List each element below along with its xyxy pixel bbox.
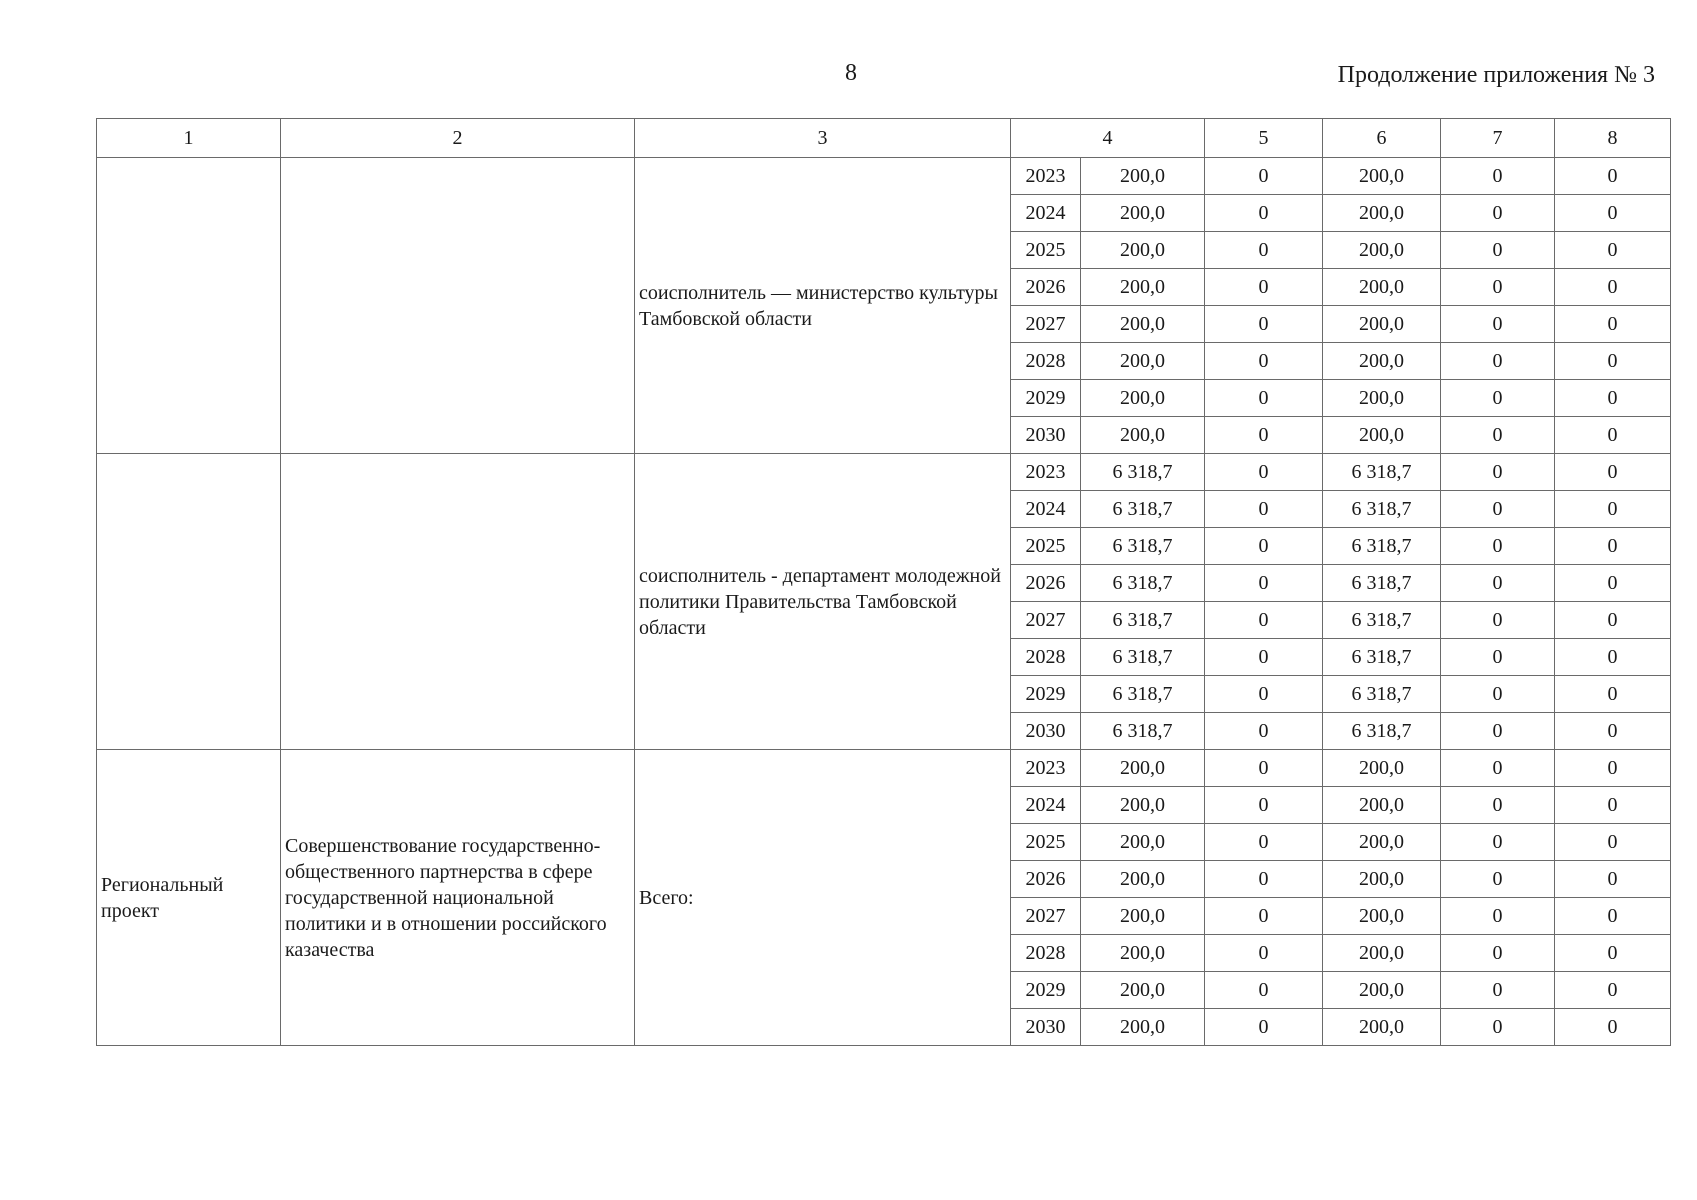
amount-col6-cell: 200,0: [1323, 195, 1441, 232]
amount-col5-cell: 0: [1205, 972, 1323, 1009]
year-cell: 2029: [1011, 380, 1081, 417]
amount-total-cell: 200,0: [1081, 750, 1205, 787]
amount-col8-cell: 0: [1555, 195, 1671, 232]
amount-col7-cell: 0: [1441, 158, 1555, 195]
year-cell: 2025: [1011, 232, 1081, 269]
amount-col6-cell: 6 318,7: [1323, 491, 1441, 528]
amount-total-cell: 200,0: [1081, 158, 1205, 195]
amount-col8-cell: 0: [1555, 861, 1671, 898]
year-cell: 2024: [1011, 195, 1081, 232]
amount-col7-cell: 0: [1441, 491, 1555, 528]
year-cell: 2025: [1011, 824, 1081, 861]
year-cell: 2027: [1011, 898, 1081, 935]
header-row: [97, 119, 1671, 158]
header-col-7: 7: [1441, 119, 1555, 158]
amount-col7-cell: 0: [1441, 454, 1555, 491]
amount-col5-cell: 0: [1205, 676, 1323, 713]
amount-total-cell: 200,0: [1081, 232, 1205, 269]
amount-col8-cell: 0: [1555, 1009, 1671, 1046]
amount-col7-cell: 0: [1441, 676, 1555, 713]
amount-col8-cell: 0: [1555, 824, 1671, 861]
amount-col5-cell: 0: [1205, 232, 1323, 269]
year-cell: 2026: [1011, 565, 1081, 602]
table-row: [97, 750, 1671, 787]
amount-col6-cell: 200,0: [1323, 1009, 1441, 1046]
amount-col8-cell: 0: [1555, 972, 1671, 1009]
amount-total-cell: 200,0: [1081, 269, 1205, 306]
amount-col7-cell: 0: [1441, 306, 1555, 343]
amount-col5-cell: 0: [1205, 898, 1323, 935]
amount-col8-cell: 0: [1555, 158, 1671, 195]
amount-col6-cell: 200,0: [1323, 417, 1441, 454]
amount-total-cell: 6 318,7: [1081, 676, 1205, 713]
executor-cell: соисполнитель — министерство культуры Тамбовской области: [635, 158, 1011, 454]
amount-total-cell: 200,0: [1081, 417, 1205, 454]
amount-total-cell: 200,0: [1081, 380, 1205, 417]
year-cell: 2030: [1011, 713, 1081, 750]
amount-col5-cell: 0: [1205, 158, 1323, 195]
amount-total-cell: 6 318,7: [1081, 528, 1205, 565]
amount-col8-cell: 0: [1555, 306, 1671, 343]
amount-col5-cell: 0: [1205, 1009, 1323, 1046]
row-type-cell: [97, 454, 281, 750]
amount-total-cell: 200,0: [1081, 898, 1205, 935]
header-col-6: 6: [1323, 119, 1441, 158]
amount-col8-cell: 0: [1555, 491, 1671, 528]
year-cell: 2024: [1011, 787, 1081, 824]
year-cell: 2026: [1011, 269, 1081, 306]
amount-col5-cell: 0: [1205, 195, 1323, 232]
amount-total-cell: 200,0: [1081, 343, 1205, 380]
amount-col5-cell: 0: [1205, 269, 1323, 306]
amount-col8-cell: 0: [1555, 269, 1671, 306]
amount-col8-cell: 0: [1555, 787, 1671, 824]
amount-col5-cell: 0: [1205, 454, 1323, 491]
amount-col7-cell: 0: [1441, 269, 1555, 306]
amount-total-cell: 200,0: [1081, 195, 1205, 232]
executor-cell: соисполнитель - департамент молодежной политики Правительства Тамбовской области: [635, 454, 1011, 750]
amount-total-cell: 6 318,7: [1081, 454, 1205, 491]
year-cell: 2030: [1011, 417, 1081, 454]
amount-col7-cell: 0: [1441, 861, 1555, 898]
amount-col6-cell: 200,0: [1323, 269, 1441, 306]
amount-total-cell: 6 318,7: [1081, 565, 1205, 602]
header-col-3: 3: [635, 119, 1011, 158]
executor-cell: Всего:: [635, 750, 1011, 1046]
amount-col8-cell: 0: [1555, 935, 1671, 972]
amount-col8-cell: 0: [1555, 454, 1671, 491]
amount-col5-cell: 0: [1205, 639, 1323, 676]
amount-col6-cell: 200,0: [1323, 898, 1441, 935]
amount-col6-cell: 200,0: [1323, 972, 1441, 1009]
amount-total-cell: 200,0: [1081, 787, 1205, 824]
amount-col5-cell: 0: [1205, 491, 1323, 528]
amount-col6-cell: 200,0: [1323, 306, 1441, 343]
year-cell: 2028: [1011, 935, 1081, 972]
amount-col5-cell: 0: [1205, 565, 1323, 602]
amount-col7-cell: 0: [1441, 417, 1555, 454]
amount-col8-cell: 0: [1555, 343, 1671, 380]
table-row: [97, 454, 1671, 491]
amount-col7-cell: 0: [1441, 787, 1555, 824]
description-cell: [281, 158, 635, 454]
year-cell: 2028: [1011, 343, 1081, 380]
amount-col6-cell: 200,0: [1323, 380, 1441, 417]
amount-total-cell: 200,0: [1081, 861, 1205, 898]
amount-total-cell: 200,0: [1081, 824, 1205, 861]
year-cell: 2025: [1011, 528, 1081, 565]
amount-col7-cell: 0: [1441, 528, 1555, 565]
header-col-2: 2: [281, 119, 635, 158]
year-cell: 2023: [1011, 750, 1081, 787]
amount-col6-cell: 200,0: [1323, 750, 1441, 787]
amount-col5-cell: 0: [1205, 343, 1323, 380]
header-col-4: 4: [1011, 119, 1205, 158]
amount-col5-cell: 0: [1205, 787, 1323, 824]
amount-col5-cell: 0: [1205, 602, 1323, 639]
amount-col7-cell: 0: [1441, 935, 1555, 972]
year-cell: 2029: [1011, 676, 1081, 713]
year-cell: 2030: [1011, 1009, 1081, 1046]
amount-col5-cell: 0: [1205, 713, 1323, 750]
amount-col8-cell: 0: [1555, 602, 1671, 639]
amount-total-cell: 6 318,7: [1081, 639, 1205, 676]
table-row: [97, 158, 1671, 195]
year-cell: 2024: [1011, 491, 1081, 528]
budget-table: [96, 118, 1671, 1046]
amount-col8-cell: 0: [1555, 676, 1671, 713]
header-col-5: 5: [1205, 119, 1323, 158]
amount-col6-cell: 6 318,7: [1323, 713, 1441, 750]
amount-col6-cell: 200,0: [1323, 232, 1441, 269]
amount-col7-cell: 0: [1441, 972, 1555, 1009]
amount-col5-cell: 0: [1205, 417, 1323, 454]
year-cell: 2027: [1011, 602, 1081, 639]
row-type-cell: Региональный проект: [97, 750, 281, 1046]
year-cell: 2023: [1011, 158, 1081, 195]
amount-col6-cell: 200,0: [1323, 787, 1441, 824]
amount-col8-cell: 0: [1555, 380, 1671, 417]
description-cell: [281, 454, 635, 750]
amount-total-cell: 6 318,7: [1081, 602, 1205, 639]
amount-col6-cell: 200,0: [1323, 935, 1441, 972]
amount-col5-cell: 0: [1205, 528, 1323, 565]
amount-col7-cell: 0: [1441, 750, 1555, 787]
amount-col7-cell: 0: [1441, 898, 1555, 935]
amount-col6-cell: 6 318,7: [1323, 602, 1441, 639]
amount-col6-cell: 6 318,7: [1323, 565, 1441, 602]
amount-col5-cell: 0: [1205, 861, 1323, 898]
amount-col6-cell: 6 318,7: [1323, 528, 1441, 565]
amount-total-cell: 6 318,7: [1081, 491, 1205, 528]
amount-col8-cell: 0: [1555, 639, 1671, 676]
amount-col7-cell: 0: [1441, 639, 1555, 676]
year-cell: 2023: [1011, 454, 1081, 491]
amount-col5-cell: 0: [1205, 935, 1323, 972]
amount-col7-cell: 0: [1441, 713, 1555, 750]
amount-col5-cell: 0: [1205, 750, 1323, 787]
header-col-8: 8: [1555, 119, 1671, 158]
year-cell: 2029: [1011, 972, 1081, 1009]
amount-col8-cell: 0: [1555, 750, 1671, 787]
amount-total-cell: 200,0: [1081, 1009, 1205, 1046]
description-cell: Совершенствование государственно-общественного партнерства в сфере государственной национальной политики и в отношении российского казачества: [281, 750, 635, 1046]
amount-col8-cell: 0: [1555, 528, 1671, 565]
year-cell: 2027: [1011, 306, 1081, 343]
amount-col5-cell: 0: [1205, 824, 1323, 861]
amount-col8-cell: 0: [1555, 898, 1671, 935]
year-cell: 2026: [1011, 861, 1081, 898]
amount-total-cell: 200,0: [1081, 935, 1205, 972]
amount-total-cell: 200,0: [1081, 306, 1205, 343]
amount-col7-cell: 0: [1441, 602, 1555, 639]
amount-col6-cell: 200,0: [1323, 158, 1441, 195]
amount-col6-cell: 6 318,7: [1323, 454, 1441, 491]
amount-col8-cell: 0: [1555, 417, 1671, 454]
amount-col7-cell: 0: [1441, 195, 1555, 232]
amount-col7-cell: 0: [1441, 1009, 1555, 1046]
amount-col6-cell: 200,0: [1323, 824, 1441, 861]
amount-col7-cell: 0: [1441, 343, 1555, 380]
amount-col8-cell: 0: [1555, 565, 1671, 602]
row-type-cell: [97, 158, 281, 454]
amount-col6-cell: 6 318,7: [1323, 676, 1441, 713]
appendix-title: Продолжение приложения № 3: [1337, 62, 1655, 88]
amount-col5-cell: 0: [1205, 306, 1323, 343]
amount-col5-cell: 0: [1205, 380, 1323, 417]
amount-total-cell: 6 318,7: [1081, 713, 1205, 750]
year-cell: 2028: [1011, 639, 1081, 676]
amount-col7-cell: 0: [1441, 824, 1555, 861]
header-col-1: 1: [97, 119, 281, 158]
amount-col7-cell: 0: [1441, 232, 1555, 269]
amount-col7-cell: 0: [1441, 380, 1555, 417]
amount-col8-cell: 0: [1555, 232, 1671, 269]
amount-total-cell: 200,0: [1081, 972, 1205, 1009]
amount-col6-cell: 200,0: [1323, 343, 1441, 380]
amount-col8-cell: 0: [1555, 713, 1671, 750]
amount-col6-cell: 6 318,7: [1323, 639, 1441, 676]
page-number: 8: [845, 60, 857, 86]
amount-col6-cell: 200,0: [1323, 861, 1441, 898]
amount-col7-cell: 0: [1441, 565, 1555, 602]
